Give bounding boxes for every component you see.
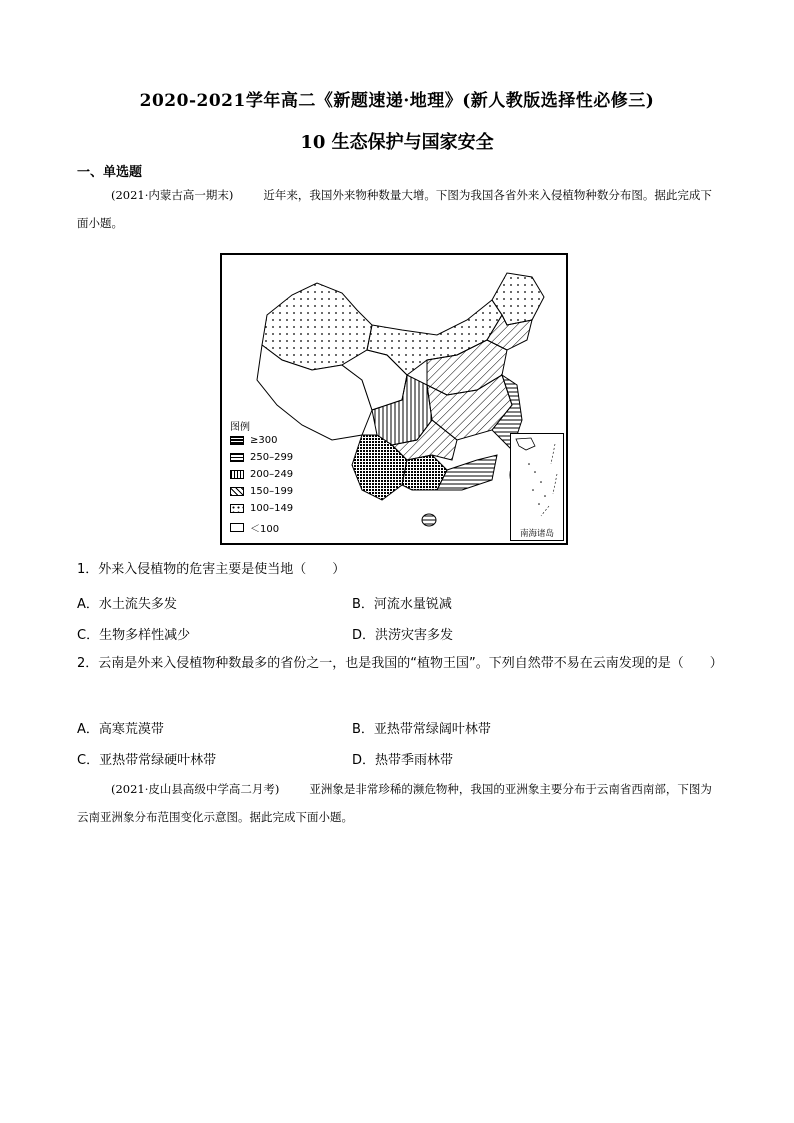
legend-label: ＜100 bbox=[250, 524, 280, 535]
document-title: 2020-2021学年高二《新题速递·地理》(新人教版选择性必修三) bbox=[139, 91, 655, 111]
legend-label: 100–149 bbox=[250, 503, 294, 514]
china-invasive-plant-map bbox=[220, 253, 568, 545]
option-2d[interactable]: D．热带季雨林带 bbox=[352, 753, 454, 768]
inset-graphic bbox=[511, 434, 563, 524]
option-2c[interactable]: C．亚热带常绿硬叶林带 bbox=[77, 753, 217, 768]
question-group-intro-2 bbox=[77, 775, 722, 831]
legend-item bbox=[230, 503, 293, 514]
legend-label: 150–199 bbox=[250, 486, 294, 497]
legend-swatch-diag bbox=[230, 487, 244, 496]
legend-swatch-grid bbox=[230, 436, 244, 445]
legend-swatch-dots bbox=[230, 504, 244, 513]
option-1a[interactable]: A．水土流失多发 bbox=[77, 597, 177, 612]
section-heading: 一、单选题 bbox=[77, 165, 143, 180]
legend-item bbox=[230, 486, 293, 497]
question-1 bbox=[77, 554, 722, 585]
legend-label: ≥300 bbox=[250, 435, 278, 446]
document-subtitle: 10 生态保护与国家安全 bbox=[300, 132, 494, 153]
source-label: (2021·内蒙古高一期末) bbox=[111, 188, 234, 202]
intro-text: 近年来，我国外来物种数量大增。下图为我国各省外来入侵植物种数分布图。据此完成下面小题。 bbox=[77, 188, 712, 230]
legend-swatch-hlines bbox=[230, 453, 244, 462]
region-hainan bbox=[422, 514, 436, 526]
option-2b[interactable]: B．亚热带常绿阔叶林带 bbox=[352, 722, 491, 737]
intro-text: 亚洲象是非常珍稀的濒危物种，我国的亚洲象主要分布于云南省西南部，下图为云南亚洲象分布范围变化示意图。据此完成下面小题。 bbox=[77, 782, 712, 824]
legend-swatch-vlines bbox=[230, 470, 244, 479]
legend-item bbox=[230, 435, 277, 446]
legend-item bbox=[230, 452, 293, 463]
south-china-sea-inset bbox=[510, 433, 564, 541]
source-label: (2021·皮山县高级中学高二月考) bbox=[111, 782, 280, 796]
legend-label: 250–299 bbox=[250, 452, 294, 463]
inset-label: 南海诸岛 bbox=[519, 529, 554, 539]
option-1b[interactable]: B．河流水量锐减 bbox=[352, 597, 452, 612]
question-stem: 2．云南是外来入侵植物种数最多的省份之一，也是我国的“植物王国”。下列自然带不易在云南发现的是（ ） bbox=[77, 656, 723, 671]
legend-label: 200–249 bbox=[250, 469, 294, 480]
legend-item bbox=[230, 469, 293, 480]
question-stem: 1．外来入侵植物的危害主要是使当地（ ） bbox=[77, 562, 346, 577]
question-2 bbox=[77, 648, 722, 679]
legend-item bbox=[230, 520, 279, 535]
option-2a[interactable]: A．高寒荒漠带 bbox=[77, 722, 164, 737]
question-group-intro-1 bbox=[77, 181, 722, 237]
option-1d[interactable]: D．洪涝灾害多发 bbox=[352, 628, 454, 643]
legend-swatch-blank bbox=[230, 523, 244, 532]
option-1c[interactable]: C．生物多样性减少 bbox=[77, 628, 191, 643]
region-guangdong bbox=[437, 455, 497, 490]
legend-title: 图例 bbox=[230, 422, 250, 433]
